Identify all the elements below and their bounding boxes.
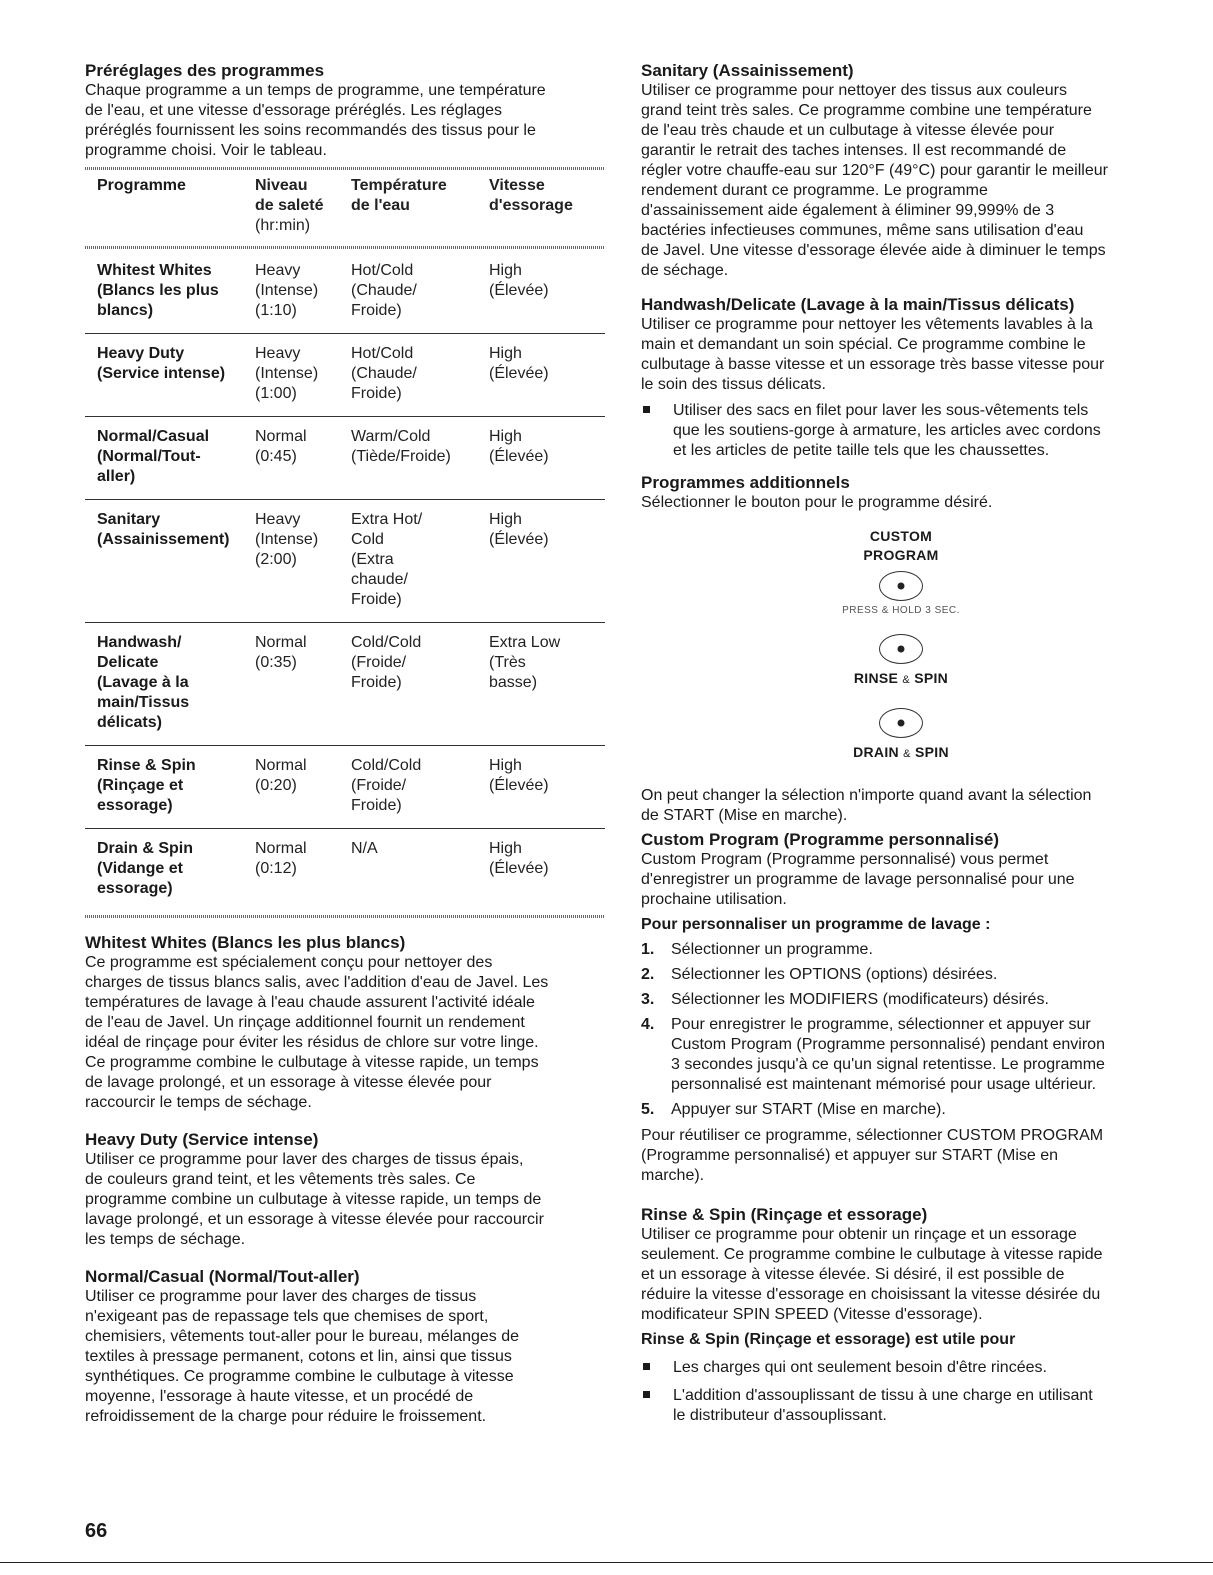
text-line: d'assainissement aide également à éliminer 99,999% de 3 xyxy=(641,202,1055,219)
list-item xyxy=(641,990,1161,1010)
rinse-spin-button[interactable] xyxy=(879,634,923,664)
table-row xyxy=(85,334,605,416)
text-line: lavage prolongé, et un essorage à vitesse élevée pour raccourcir xyxy=(85,1211,544,1228)
text-line: idéal de rinçage pour éviter les résidus de chlore sur votre linge. xyxy=(85,1034,539,1051)
text-line: basse) xyxy=(489,674,538,691)
list-item xyxy=(641,1358,1161,1378)
text-line: (2:00) xyxy=(255,551,297,568)
button-panel xyxy=(641,527,1161,764)
custom-steps xyxy=(641,940,1161,1120)
text-line: (Extra xyxy=(351,551,394,568)
text-line: Hot/Cold xyxy=(351,262,414,279)
text-line: Sélectionner un programme. xyxy=(671,941,873,958)
text-line: essorage) xyxy=(97,797,173,814)
text-line: Utiliser ce programme pour nettoyer des tissus aux couleurs xyxy=(641,82,1067,99)
text-line: Drain & Spin xyxy=(97,840,194,857)
program-cell xyxy=(85,633,255,733)
table-row xyxy=(85,249,605,333)
soil-cell xyxy=(255,344,351,404)
text-line: délicats) xyxy=(97,714,162,731)
table-header-row xyxy=(85,170,605,246)
text-line: 3 secondes jusqu'à ce qu'un signal retentisse. Le programme xyxy=(671,1056,1105,1073)
text-line: High xyxy=(489,345,522,362)
text-line: Froide) xyxy=(351,385,402,402)
list-item xyxy=(641,965,1161,985)
text-line: essorage) xyxy=(97,880,173,897)
soil-cell xyxy=(255,510,351,610)
temp-cell xyxy=(351,427,489,487)
soil-cell xyxy=(255,633,351,733)
text-line: (Froide/ xyxy=(351,654,407,671)
drain-spin-button[interactable] xyxy=(879,708,923,738)
text-line: (Service intense) xyxy=(97,365,226,382)
temp-cell xyxy=(351,510,489,610)
text-line: Pour réutiliser ce programme, sélectionner CUSTOM PROGRAM xyxy=(641,1127,1104,1144)
program-cell xyxy=(85,427,255,487)
spin-cell xyxy=(489,839,605,899)
text-line: rendement durant ce programme. Le programme xyxy=(641,182,988,199)
text-line: High xyxy=(489,840,522,857)
spin-cell xyxy=(489,261,605,321)
text-line: garantir le retrait des taches intenses. Il est recommandé de xyxy=(641,142,1067,159)
text-line: Handwash/ xyxy=(97,634,182,651)
text-line: Ce programme combine le culbutage à vitesse rapide, un temps xyxy=(85,1054,539,1071)
soil-cell xyxy=(255,756,351,816)
text-line: Cold xyxy=(351,531,384,548)
header-spin: Vitesse d'essorage xyxy=(489,177,573,214)
text-line: moyenne, l'essorage à haute vitesse, et un procédé de xyxy=(85,1388,474,1405)
table-row xyxy=(85,417,605,499)
text-line: culbutage à basse vitesse et un essorage très basse vitesse pour xyxy=(641,356,1105,373)
text-line: Warm/Cold xyxy=(351,428,431,445)
text-line: (Normal/Tout- xyxy=(97,448,201,465)
text-line: (Assainissement) xyxy=(97,531,230,548)
text-line: (Élevée) xyxy=(489,365,549,382)
text-line: Cold/Cold xyxy=(351,634,422,651)
text-line: Normal xyxy=(255,840,307,857)
text-line: (Blancs les plus xyxy=(97,282,219,299)
text-line: (0:20) xyxy=(255,777,297,794)
text-line: Extra Hot/ xyxy=(351,511,423,528)
text-line: Froide) xyxy=(351,591,402,608)
page-number: 66 xyxy=(85,1520,108,1542)
rinse-title: Rinse & Spin (Rinçage et essorage) xyxy=(641,1205,928,1224)
handwash-title: Handwash/Delicate (Lavage à la main/Tissus délicats) xyxy=(641,295,1075,314)
table-row xyxy=(85,623,605,745)
temp-cell xyxy=(351,633,489,733)
rinse-bullets xyxy=(641,1358,1161,1426)
text-line: (Chaude/ xyxy=(351,282,417,299)
bullet-mark xyxy=(641,1386,673,1426)
footer-rule xyxy=(0,1562,1213,1563)
text-line: Hot/Cold xyxy=(351,345,414,362)
program-cell xyxy=(85,510,255,610)
handwash-body xyxy=(641,315,1161,395)
text-line: (0:35) xyxy=(255,654,297,671)
handwash-bullet-text: Utiliser des sacs en filet pour laver les sous-vêtements tels que les soutiens-gorge à armature, les articles avec cordons et les articles de petite taille tels que les chaussettes. xyxy=(673,402,1101,459)
text-line: régler votre chauffe-eau sur 120°F (49°C) pour garantir le meilleur xyxy=(641,162,1108,179)
step-text xyxy=(671,940,873,960)
text-line: Normal/Casual xyxy=(97,428,210,445)
text-line: chemisiers, vêtements tout-aller pour le bureau, mélanges de xyxy=(85,1328,519,1345)
text-line: modificateur SPIN SPEED (Vitesse d'essorage). xyxy=(641,1306,983,1323)
text-line: le distributeur d'assouplissant. xyxy=(673,1407,887,1424)
program-table xyxy=(85,167,605,918)
text-line: (Intense) xyxy=(255,531,319,548)
text-line: Les charges qui ont seulement besoin d'être rincées. xyxy=(673,1359,1047,1376)
text-line: (Programme personnalisé) et appuyer sur START (Mise en xyxy=(641,1147,1059,1164)
sanitary-body xyxy=(641,81,1161,281)
soil-cell xyxy=(255,839,351,899)
text-line: High xyxy=(489,511,522,528)
text-line: de lavage prolongé, et un essorage à vitesse élevée pour xyxy=(85,1074,492,1091)
text-line: Sélectionner les MODIFIERS (modificateurs) désirés. xyxy=(671,991,1049,1008)
presets-intro: Chaque programme a un temps de programme, une température de l'eau, et une vitesse d'essorage préréglés. Les réglages préréglés fournissent les soins recommandés des tissus pour le programme choisi. Voir le tableau. xyxy=(85,82,546,159)
text-line: main et demandant un soin spécial. Ce programme combine le xyxy=(641,336,1086,353)
text-line: le soin des tissus délicats. xyxy=(641,376,826,393)
text-line: (Élevée) xyxy=(489,531,549,548)
text-line: grand teint très sales. Ce programme combine une température xyxy=(641,102,1092,119)
text-line: High xyxy=(489,757,522,774)
text-line: de l'eau de Javel. Un rinçage additionnel fournit un rendement xyxy=(85,1014,525,1031)
text-line: (Froide/ xyxy=(351,777,407,794)
handwash-bullet xyxy=(641,401,1161,461)
step-number: 2. xyxy=(641,966,655,983)
text-line: les temps de séchage. xyxy=(85,1231,246,1248)
text-line: de séchage. xyxy=(641,262,729,279)
list-item xyxy=(641,1386,1161,1426)
text-line: Pour enregistrer le programme, sélectionner et appuyer sur xyxy=(671,1016,1091,1033)
text-line: (Chaude/ xyxy=(351,365,417,382)
section-title: Normal/Casual (Normal/Tout-aller) xyxy=(85,1267,360,1286)
text-line: Froide) xyxy=(351,674,402,691)
text-line: Heavy Duty xyxy=(97,345,185,362)
spin-cell xyxy=(489,344,605,404)
text-line: (Élevée) xyxy=(489,777,549,794)
change-text: On peut changer la sélection n'importe quand avant la sélection de START (Mise en marche). xyxy=(641,787,1092,824)
text-line: refroidissement de la charge pour réduire le froissement. xyxy=(85,1408,487,1425)
table-body xyxy=(85,249,605,911)
section-body xyxy=(85,1150,605,1250)
text-line: (0:12) xyxy=(255,860,297,877)
step-text xyxy=(671,990,1049,1010)
bullet-text xyxy=(673,1386,1093,1426)
text-line: (0:45) xyxy=(255,448,297,465)
header-soil: Niveau de saleté (hr:min) xyxy=(255,177,324,234)
section-title: Heavy Duty (Service intense) xyxy=(85,1130,319,1149)
text-line: Froide) xyxy=(351,797,402,814)
text-line: Sélectionner les OPTIONS (options) désirées. xyxy=(671,966,998,983)
text-line: Normal xyxy=(255,757,307,774)
step-number: 4. xyxy=(641,1016,655,1033)
text-line: High xyxy=(489,428,522,445)
temp-cell xyxy=(351,261,489,321)
temp-cell xyxy=(351,756,489,816)
table-row xyxy=(85,746,605,828)
text-line: (Très xyxy=(489,654,526,671)
step-number: 1. xyxy=(641,941,655,958)
section-title: Whitest Whites (Blancs les plus blancs) xyxy=(85,933,406,952)
text-line: synthétiques. Ce programme combine le culbutage à vitesse xyxy=(85,1368,514,1385)
text-line: personnalisé est maintenant mémorisé pour usage ultérieur. xyxy=(671,1076,1097,1093)
table-bottom-divider xyxy=(85,915,605,918)
text-line: Utiliser ce programme pour laver des charges de tissus xyxy=(85,1288,477,1305)
rinse-spin-label: RINSE & SPIN xyxy=(853,670,949,686)
text-line: Froide) xyxy=(351,302,402,319)
text-line: chaude/ xyxy=(351,571,408,588)
spin-cell xyxy=(489,510,605,610)
text-line: N/A xyxy=(351,840,378,857)
step-text xyxy=(671,965,997,985)
bullet-mark xyxy=(641,401,673,461)
text-line: Heavy xyxy=(255,511,301,528)
text-line: Extra Low xyxy=(489,634,561,651)
presets-title: Préréglages des programmes xyxy=(85,61,325,80)
soil-cell xyxy=(255,261,351,321)
text-line: marche). xyxy=(641,1167,705,1184)
text-line: de Javel. Une vitesse d'essorage élevée aide à diminuer le temps xyxy=(641,242,1106,259)
text-line: Appuyer sur START (Mise en marche). xyxy=(671,1101,946,1118)
program-cell xyxy=(85,756,255,816)
text-line: blancs) xyxy=(97,302,154,319)
section-body xyxy=(85,1287,605,1427)
text-line: Ce programme est spécialement conçu pour nettoyer des xyxy=(85,954,493,971)
soil-cell xyxy=(255,427,351,487)
temp-cell xyxy=(351,839,489,899)
text-line: températures de lavage à l'eau chaude assurent l'activité idéale xyxy=(85,994,535,1011)
left-column xyxy=(85,60,605,1427)
temp-cell xyxy=(351,344,489,404)
text-line: (Intense) xyxy=(255,282,319,299)
custom-reuse xyxy=(641,1126,1161,1186)
text-line: charges de tissus blancs salis, avec l'addition d'eau de Javel. Les xyxy=(85,974,549,991)
text-line: Utiliser ce programme pour nettoyer les vêtements lavables à la xyxy=(641,316,1093,333)
text-line: textiles à pressage permanent, cotons et lin, ainsi que tissus xyxy=(85,1348,512,1365)
drain-spin-label: DRAIN & SPIN xyxy=(853,744,949,760)
program-cell xyxy=(85,344,255,404)
text-line: (Élevée) xyxy=(489,448,549,465)
additional-text: Sélectionner le bouton pour le programme désiré. xyxy=(641,494,993,511)
custom-body xyxy=(641,850,1161,910)
text-line: de l'eau très chaude et un culbutage à vitesse élevée pour xyxy=(641,122,1055,139)
text-line: aller) xyxy=(97,468,136,485)
text-line: (Élevée) xyxy=(489,860,549,877)
table-row xyxy=(85,829,605,911)
text-line: Custom Program (Programme personnalisé) pendant environ xyxy=(671,1036,1105,1053)
left-sections xyxy=(85,932,605,1427)
rinse-body xyxy=(641,1225,1161,1325)
step-text xyxy=(671,1015,1105,1095)
text-line: L'addition d'assouplissant de tissu à une charge en utilisant xyxy=(673,1387,1093,1404)
spin-cell xyxy=(489,427,605,487)
list-item xyxy=(641,1015,1161,1095)
text-line: Normal xyxy=(255,428,307,445)
text-line: d'enregistrer un programme de lavage personnalisé pour une xyxy=(641,871,1075,888)
additional-title: Programmes additionnels xyxy=(641,473,850,492)
list-item xyxy=(641,940,1161,960)
text-line: bactéries infectieuses communes, même sans utilisation d'eau xyxy=(641,222,1084,239)
text-line: seulement. Ce programme combine le culbutage à vitesse rapide xyxy=(641,1246,1103,1263)
text-line: raccourcir le temps de séchage. xyxy=(85,1094,312,1111)
text-line: n'exigeant pas de repassage tels que chemises de sport, xyxy=(85,1308,489,1325)
list-item xyxy=(641,1100,1161,1120)
sanitary-title: Sanitary (Assainissement) xyxy=(641,61,854,80)
text-line: réduire la vitesse d'essorage en choisissant la vitesse désirée du xyxy=(641,1286,1101,1303)
text-line: (Lavage à la xyxy=(97,674,189,691)
text-line: (Tiède/Froide) xyxy=(351,448,451,465)
text-line: High xyxy=(489,262,522,279)
spin-cell xyxy=(489,756,605,816)
text-line: prochaine utilisation. xyxy=(641,891,787,908)
text-line: (Rinçage et xyxy=(97,777,184,794)
text-line: (1:00) xyxy=(255,385,297,402)
text-line: (Intense) xyxy=(255,365,319,382)
step-number: 5. xyxy=(641,1101,655,1118)
step-text xyxy=(671,1100,946,1120)
press-hold-caption: PRESS & HOLD 3 SEC. xyxy=(842,605,960,616)
text-line: programme combine un culbutage à vitesse rapide, un temps de xyxy=(85,1191,542,1208)
bullet-text xyxy=(673,1358,1047,1378)
text-line: (Vidange et xyxy=(97,860,183,877)
section-body xyxy=(85,953,605,1113)
text-line: (Élevée) xyxy=(489,282,549,299)
text-line: Normal xyxy=(255,634,307,651)
program-cell xyxy=(85,261,255,321)
table-row xyxy=(85,500,605,622)
program-cell xyxy=(85,839,255,899)
header-temp: Température de l'eau xyxy=(351,177,447,214)
text-line: Cold/Cold xyxy=(351,757,422,774)
text-line: Sanitary xyxy=(97,511,161,528)
rinse-subtitle: Rinse & Spin (Rinçage et essorage) est utile pour xyxy=(641,1331,1016,1348)
text-line: de couleurs grand teint, et les vêtements très sales. Ce xyxy=(85,1171,476,1188)
text-line: Delicate xyxy=(97,654,159,671)
text-line: Whitest Whites xyxy=(97,262,212,279)
header-program: Programme xyxy=(97,177,186,194)
text-line: Heavy xyxy=(255,262,301,279)
text-line: Rinse & Spin xyxy=(97,757,196,774)
custom-subtitle: Pour personnaliser un programme de lavage : xyxy=(641,916,991,933)
text-line: et un essorage à vitesse élevée. Si désiré, il est possible de xyxy=(641,1266,1065,1283)
text-line: (1:10) xyxy=(255,302,297,319)
custom-program-button[interactable] xyxy=(879,571,923,601)
text-line: Utiliser ce programme pour obtenir un rinçage et un essorage xyxy=(641,1226,1077,1243)
custom-program-label: CUSTOM PROGRAM xyxy=(863,528,939,563)
bullet-mark xyxy=(641,1358,673,1378)
step-number: 3. xyxy=(641,991,655,1008)
text-line: main/Tissus xyxy=(97,694,190,711)
text-line: Utiliser ce programme pour laver des charges de tissus épais, xyxy=(85,1151,524,1168)
text-line: Custom Program (Programme personnalisé) vous permet xyxy=(641,851,1049,868)
text-line: Heavy xyxy=(255,345,301,362)
custom-title: Custom Program (Programme personnalisé) xyxy=(641,830,1000,849)
right-column xyxy=(641,60,1161,1426)
spin-cell xyxy=(489,633,605,733)
